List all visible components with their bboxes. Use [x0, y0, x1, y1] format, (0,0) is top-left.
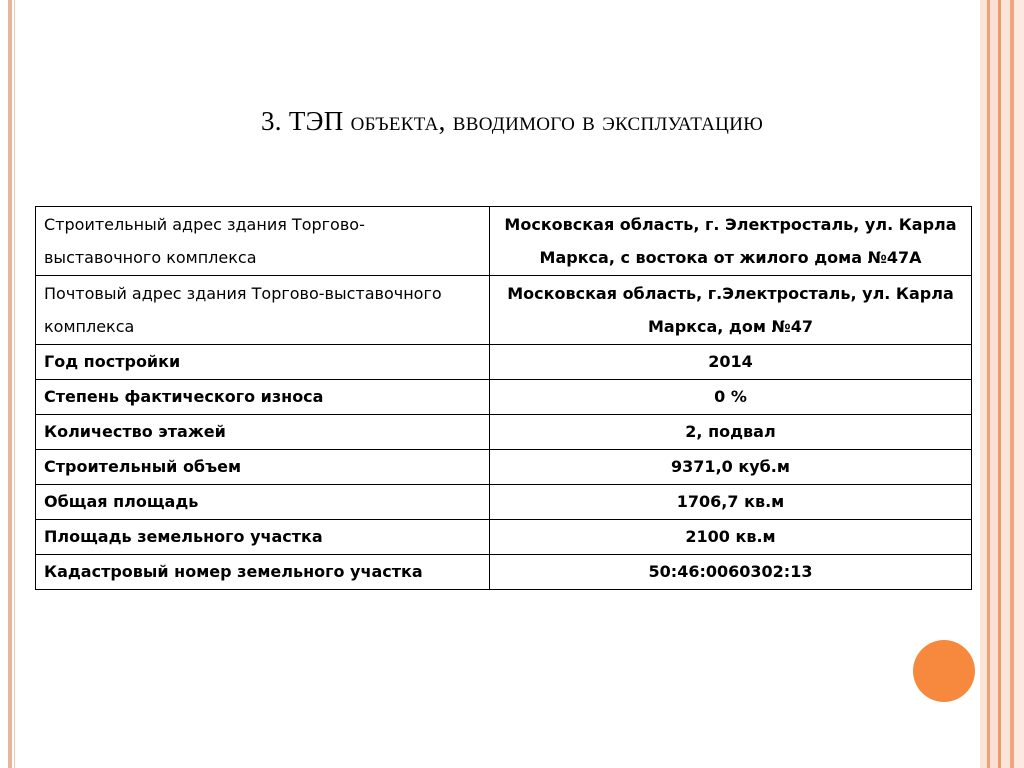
decorative-orange-circle	[913, 640, 975, 702]
row-value: Московская область, г. Электросталь, ул. Карла Маркса, с востока от жилого дома №47А	[490, 207, 972, 276]
row-label: Строительный объем	[36, 450, 490, 485]
table-row	[36, 450, 972, 485]
row-label: Год постройки	[36, 345, 490, 380]
row-value: 50:46:0060302:13	[490, 555, 972, 590]
row-value: 2014	[490, 345, 972, 380]
table-row	[36, 485, 972, 520]
table-row	[36, 276, 972, 345]
row-label: Количество этажей	[36, 415, 490, 450]
row-value: 9371,0 куб.м	[490, 450, 972, 485]
row-value: 2100 кв.м	[490, 520, 972, 555]
table-row	[36, 207, 972, 276]
row-value: 1706,7 кв.м	[490, 485, 972, 520]
row-label: Площадь земельного участка	[36, 520, 490, 555]
table-row	[36, 415, 972, 450]
table-row	[36, 345, 972, 380]
row-value: 0 %	[490, 380, 972, 415]
slide-title: 3. ТЭП объекта, вводимого в эксплуатацию	[260, 106, 764, 136]
row-label: Строительный адрес здания Торгово-выставочного комплекса	[36, 207, 490, 276]
row-value: 2, подвал	[490, 415, 972, 450]
row-label: Общая площадь	[36, 485, 490, 520]
row-value: Московская область, г.Электросталь, ул. Карла Маркса, дом №47	[490, 276, 972, 345]
table-row	[36, 380, 972, 415]
row-label: Кадастровый номер земельного участка	[36, 555, 490, 590]
row-label: Почтовый адрес здания Торгово-выставочного комплекса	[36, 276, 490, 345]
table-row	[36, 555, 972, 590]
row-label: Степень фактического износа	[36, 380, 490, 415]
table-row	[36, 520, 972, 555]
tep-table	[35, 206, 972, 590]
